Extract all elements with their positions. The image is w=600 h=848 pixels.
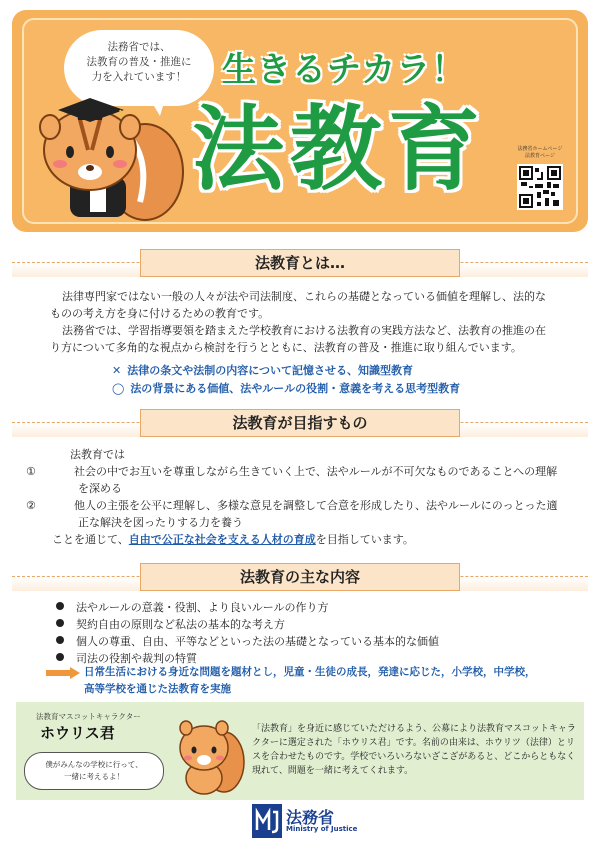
bullet-text: 契約自由の原則など私法の基本的な考え方 [76,618,285,631]
contrast-row-thinking [112,380,460,397]
closing-text: ことを通じて、 [52,533,129,546]
section-heading-goals: 法教育が目指すもの [140,409,460,437]
goal-item [26,497,562,531]
mascot-description: 「法教育」を身近に感じていただけるよう、公募により法教育マスコットキャラクターに選定された「ホウリス君」です。名前の由来は、ホウリツ（法律）とリスを合わせたものです。学校でいろいろないざこざがあると、どこからともなく現れて、問題を一緒に考えてくれます。 [252,724,576,776]
bullet-icon [56,619,64,627]
goal-item [26,463,562,497]
bullet-text: 司法の役割や裁判の特質 [76,652,197,665]
bubble-line: 法務省では、 [107,41,171,53]
contrast-text: 法の背景にある価値、法やルールの役割・意義を考える思考型教育 [130,382,461,395]
content-bullet [56,616,285,634]
goal-text: 他人の主張を公平に理解し、多様な意見を調整して合意を形成したり、法やルールにのっとった適正な解決を図ったりする力を養う [74,499,558,529]
mascot-speech-bubble [24,752,164,790]
qr-caption-line: 法務省ホームページ [517,146,563,152]
closing-emphasis: 自由で公正な社会を支える人材の育成 [128,533,316,546]
bullet-text: 個人の尊重、自由、平等などといった法の基礎となっている基本的な価値 [76,635,439,648]
section2-lead: 法教育では [70,448,125,461]
mascot-name: ホウリス君 [40,724,115,742]
bubble-line: 法教育の普及・推進に [86,56,192,68]
content-bullet [56,599,329,617]
bullet-icon [56,602,64,610]
goal-number: ① [26,465,36,478]
bullet-icon [56,636,64,644]
squirrel-mascot-illustration [30,92,190,222]
highlight-line: 日常生活における身近な問題を題材とし，児童・生徒の成長，発達に応じた，小学校，中学校， [84,666,536,678]
mascot-caption: 法教育マスコットキャラクター [36,712,141,721]
goal-text: 社会の中でお互いを尊重しながら生きていく上で、法やルールが不可欠なものであることへの理解を深める [74,465,558,495]
ministry-name-english: Ministry of Justice [286,825,358,833]
goal-closing [52,531,414,548]
section1-paragraph: 法律専門家ではない一般の人々が法や司法制度、これらの基礎となっている価値を理解し、法的なものの考え方を身に付けるための教育です。 [50,290,546,320]
ministry-name: 法務省 [286,808,335,827]
closing-text: を目指しています。 [315,533,414,546]
mascot-bubble-line: 僕がみんなの学校に行って、 [45,760,143,769]
section1-paragraph: 法務省では、学習指導要領を踏まえた学校教育における法教育の実践方法など、法教育の推進の在り方について多角的な視点から検討を行うとともに、法教育の普及・推進に取り組んでいます。 [50,324,546,354]
squirrel-mascot-small-illustration [172,712,246,798]
contrast-row-knowledge [112,362,413,379]
circle-icon: ◯ [112,382,125,395]
section-heading-what-is: 法教育とは… [140,249,460,277]
bullet-icon [56,653,64,661]
bullet-text: 法やルールの意義・役割、より良いルールの作り方 [76,601,329,614]
contrast-text: 法律の条文や法制の内容について記憶させる、知識型教育 [127,364,413,377]
goal-number: ② [26,499,36,512]
ministry-logo-icon [252,804,282,838]
highlight-line: 高等学校を通じた法教育を実施 [84,683,231,695]
subtitle: 生きるチカラ！ [222,50,467,90]
qr-code-icon[interactable] [517,164,563,210]
highlight-statement [84,664,564,698]
mascot-bubble-line: 一緒に考えるよ！ [64,772,124,781]
cross-icon: ✕ [112,364,122,377]
qr-caption-line: 法教育ページ [525,153,555,159]
arrow-right-icon [46,667,80,679]
page-title: 法教育 [192,96,487,203]
section-heading-contents: 法教育の主な内容 [140,563,460,591]
content-bullet [56,633,439,651]
qr-caption [511,146,569,160]
bubble-line: 力を入れています！ [91,71,187,83]
